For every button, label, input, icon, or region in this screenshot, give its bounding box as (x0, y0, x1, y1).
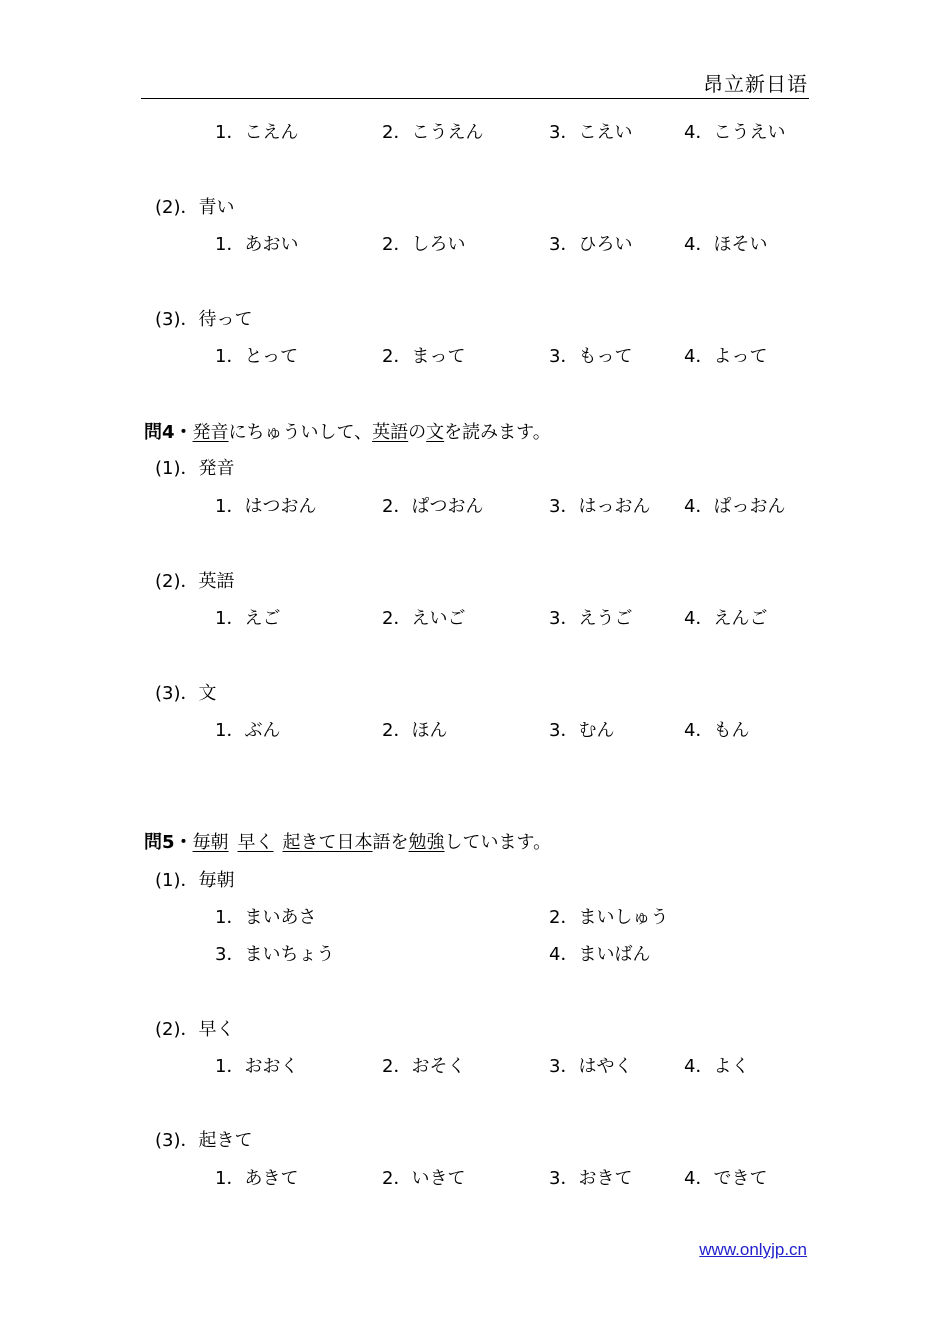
question-heading-4 (144, 421, 551, 445)
option: 2．えいご (382, 608, 466, 629)
option: 4．ぱっおん (684, 496, 786, 517)
option: 1．まいあさ (215, 907, 317, 928)
option: 3．はやく (549, 1056, 633, 1077)
option: 1．あおい (215, 234, 299, 255)
question-heading-5 (144, 831, 551, 855)
option: 3．まいちょう (215, 944, 335, 965)
option: 3．こえい (549, 122, 633, 143)
question-number: 問4・ (144, 422, 193, 443)
underlined-word: 早く (237, 832, 274, 853)
sentence-text: にちゅういして、 (228, 422, 373, 443)
option: 2．まいしゅう (549, 907, 669, 928)
question-label: (3)．文 (155, 683, 217, 704)
option: 1．おおく (215, 1056, 299, 1077)
sentence-text: 語を (372, 832, 409, 853)
option: 2．こうえん (382, 122, 484, 143)
question-label: (3)．待って (155, 309, 253, 330)
option: 4．まいばん (549, 944, 651, 965)
option: 1．こえん (215, 122, 299, 143)
option: 4．こうえい (684, 122, 786, 143)
option: 2．いきて (382, 1168, 466, 1189)
question-label: (2)．英語 (155, 571, 235, 592)
question-label: (1)．発音 (155, 458, 235, 479)
option: 1．とって (215, 346, 299, 367)
option: 1．えご (215, 608, 281, 629)
underlined-word: 英語 (372, 422, 409, 443)
page-header-title: 昂立新日语 (703, 72, 808, 96)
option: 3．ひろい (549, 234, 633, 255)
question-label: (2)．青い (155, 197, 235, 218)
sentence-text: を読みます。 (444, 422, 551, 443)
underlined-word: 文 (426, 422, 445, 443)
header-divider (141, 98, 809, 99)
sentence-text: しています。 (444, 832, 552, 853)
sentence-text: の (408, 422, 427, 443)
option: 2．ほん (382, 720, 448, 741)
option: 2．まって (382, 346, 466, 367)
footer-link[interactable]: www.onlyjp.cn (699, 1240, 807, 1259)
question-number: 問5・ (144, 832, 193, 853)
underlined-word: 毎朝 (192, 832, 229, 853)
option: 3．はっおん (549, 496, 651, 517)
option: 3．もって (549, 346, 633, 367)
option: 3．えうご (549, 608, 633, 629)
option: 4．もん (684, 720, 750, 741)
underlined-word: 起きて日本 (282, 832, 373, 853)
option: 3．おきて (549, 1168, 633, 1189)
option: 4．ほそい (684, 234, 768, 255)
option: 2．しろい (382, 234, 466, 255)
question-label: (1)．毎朝 (155, 870, 235, 891)
option: 3．むん (549, 720, 615, 741)
option: 1．ぶん (215, 720, 281, 741)
option: 1．はつおん (215, 496, 317, 517)
option: 4．よって (684, 346, 768, 367)
option: 4．えんご (684, 608, 768, 629)
option: 2．おそく (382, 1056, 466, 1077)
option: 4．よく (684, 1056, 750, 1077)
underlined-word: 勉強 (408, 832, 445, 853)
option: 4．できて (684, 1168, 768, 1189)
underlined-word: 発音 (192, 422, 229, 443)
option: 2．ぱつおん (382, 496, 484, 517)
question-label: (2)．早く (155, 1019, 235, 1040)
option: 1．あきて (215, 1168, 299, 1189)
question-label: (3)．起きて (155, 1130, 253, 1151)
